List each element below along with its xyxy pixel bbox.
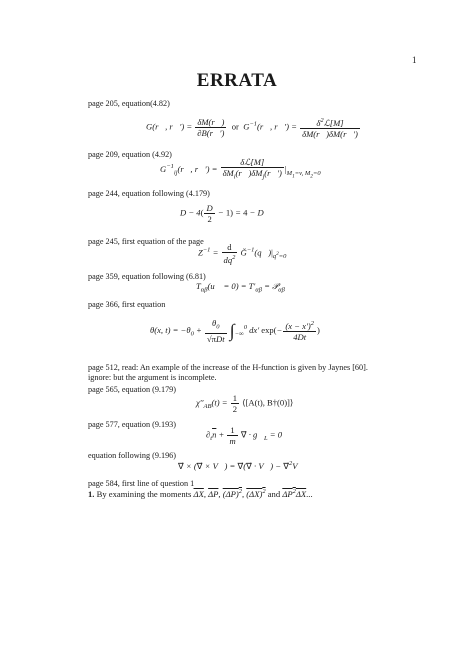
question-ellipsis: ... <box>306 488 313 499</box>
question-and: and <box>267 488 281 499</box>
equation-page-366: θ(x, $t) = -\theta_0$ + $\frac{\theta_0}{\text{√πDt}}$ $\int_{-\infty}^0$ dx′ exp(− $\frac{(x - x')^2}{4Dt}$ ) <box>150 318 320 344</box>
erratum-label-7: page 512, read: An example of the increase of the H-function is given by Jaynes [60]. <box>88 363 368 372</box>
equation-page-245: $Z^{-1}$ = $\frac{d}{dq^2}$ $Ğ^{-1}(q⃗)|_{q^2=0}$ <box>198 242 287 265</box>
equation-6-81: $T_{\alpha\beta}(u⃗ = 0) = T'_{\alpha\beta}$ = 𝒫$_{\alpha\beta}$ <box>196 281 285 294</box>
question-1-line: 1. By examining the moments $\overline{\Delta X}$, $\overline{\Delta P}$, $(\Delta P)^2$, $(\Delta X)^2$ and $\Delta P^2\Delta X$... <box>88 488 313 499</box>
equation-4-92: $G^{-1}_{ij}(r⃗$, r⃗′) = $\frac{\text{δℒ[M]}}{\delta M_i(r⃗)\delta M_j(r⃗')}$ $|_{M_1=v, M_2=0}$ <box>160 157 321 181</box>
equation-9-196: ∇⃗ × (∇⃗ × V⃗) = ∇⃗(∇⃗ · V⃗) − ∇⃗$^2$V⃗ <box>178 460 305 471</box>
erratum-label-9: page 565, equation (9.179) <box>88 385 176 394</box>
page-number: 1 <box>412 55 417 65</box>
equation-9-179: $\chi''_{AB}(t)$ = $\frac{1}{2}$ ⟨[A(t), B†(0)]⟩ <box>196 393 294 414</box>
erratum-label-11: equation following (9.196) <box>88 451 176 460</box>
erratum-label-6: page 366, first equation <box>88 300 166 309</box>
page-title: ERRATA <box>196 70 278 91</box>
equation-9-193: $\partial_t\overline{n}$ + $\frac{1}{m}$ ∇⃗ · $g⃗_L = 0$ <box>206 425 283 446</box>
erratum-label-1: page 205, equation(4.82) <box>88 99 170 108</box>
erratum-label-12: page 584, first line of question 1 <box>88 479 195 488</box>
erratum-label-10: page 577, equation (9.193) <box>88 420 176 429</box>
erratum-label-3: page 244, equation following (4.179) <box>88 189 210 198</box>
question-text: By examining the moments <box>96 488 192 499</box>
erratum-label-5: page 359, equation following (6.81) <box>88 272 206 281</box>
erratum-label-2: page 209, equation (4.92) <box>88 150 172 159</box>
erratum-label-8: ignore: but the argument is incomplete. <box>88 373 217 382</box>
question-number: 1. <box>88 488 95 499</box>
equation-4-82: G(r⃗, r⃗′) = $\frac{\delta M(r⃗)}{\partial B(r⃗')}$ or $G^{-1}(r⃗$, r⃗′) = $\frac{\delta^2ℒ[M]}{\delta M(r⃗)\delta M(r⃗')}$ <box>146 116 358 139</box>
erratum-label-4: page 245, first equation of the page <box>88 237 204 246</box>
equation-4-179: D − 4( $\frac{D}{2}$ − 1) = 4 − D <box>180 203 264 224</box>
